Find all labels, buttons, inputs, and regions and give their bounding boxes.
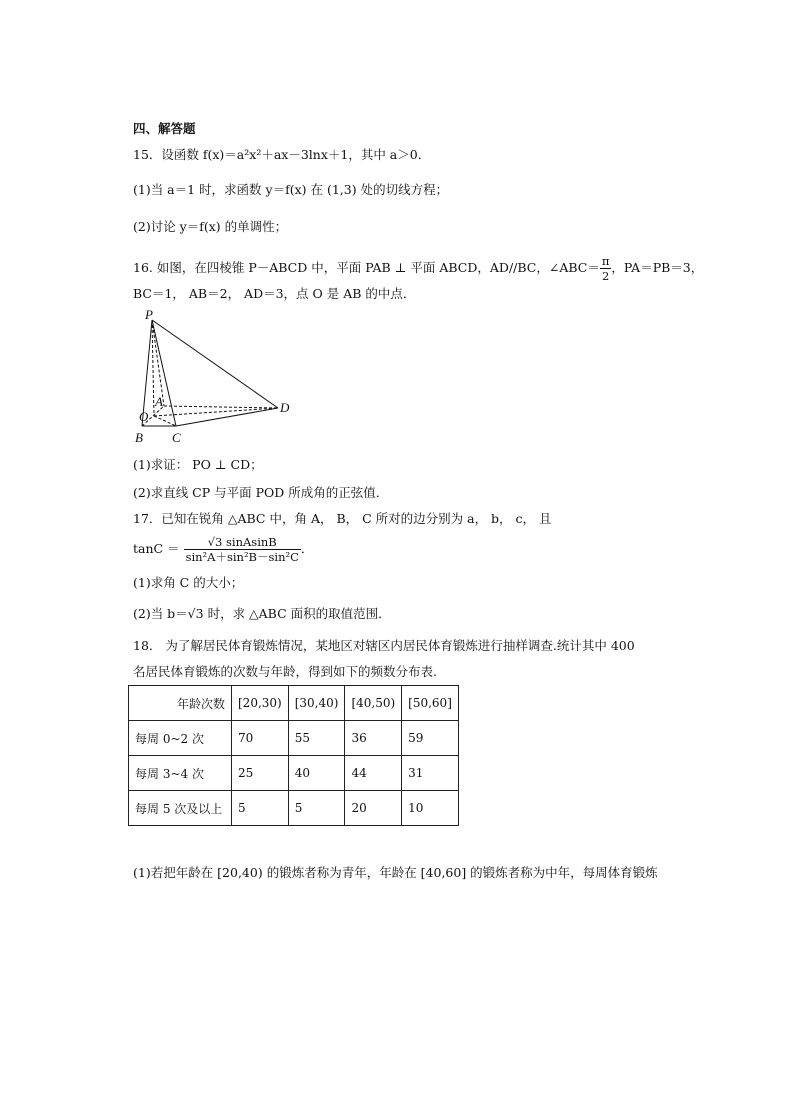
section-title: 四、解答题 bbox=[133, 121, 196, 136]
row-label: 每周 3~4 次 bbox=[129, 756, 232, 791]
table-cell: 70 bbox=[232, 721, 289, 756]
edge-AD bbox=[164, 406, 278, 408]
q16-part1: (1)求证： PO ⊥ CD； bbox=[133, 457, 263, 472]
table-cell: 25 bbox=[232, 756, 289, 791]
label-O: O bbox=[139, 409, 149, 424]
edge-PC bbox=[152, 320, 176, 426]
q17-formula-lhs: tanC ＝ bbox=[133, 541, 180, 556]
q15-stem: 15．设函数 f(x)＝a²x²＋ax－3lnx＋1，其中 a＞0． bbox=[133, 147, 431, 162]
q17-part2: (2)当 b＝√3 时，求 △ABC 面积的取值范围． bbox=[133, 606, 391, 621]
q17-numerator: √3 sinAsinB bbox=[184, 535, 301, 550]
q16-stem-b: ，PA＝PB＝3， bbox=[611, 260, 704, 275]
q17-denominator: sin²A＋sin²B－sin²C bbox=[185, 550, 299, 564]
label-D: D bbox=[280, 400, 290, 415]
q16-stem bbox=[133, 254, 703, 283]
label-B: B bbox=[135, 430, 143, 445]
q17-fraction bbox=[184, 535, 301, 564]
label-P: P bbox=[145, 308, 153, 322]
q18-stem2: 名居民体育锻炼的次数与年龄，得到如下的频数分布表. bbox=[133, 664, 437, 679]
table-header: [50,60] bbox=[402, 686, 459, 721]
table-header: [30,40) bbox=[288, 686, 345, 721]
edge-PD bbox=[152, 320, 278, 408]
table-cell: 55 bbox=[288, 721, 345, 756]
table-cell: 5 bbox=[288, 791, 345, 826]
angle-fraction bbox=[600, 254, 612, 283]
q16-part2: (2)求直线 CP 与平面 POD 所成角的正弦值． bbox=[133, 485, 389, 500]
q18-stem1: 18． 为了解居民体育锻炼情况，某地区对辖区内居民体育锻炼进行抽样调查.统计其中 400 bbox=[133, 638, 635, 653]
table-cell: 10 bbox=[402, 791, 459, 826]
row-label: 每周 5 次及以上 bbox=[129, 791, 232, 826]
table-header: [40,50) bbox=[345, 686, 402, 721]
table-row bbox=[129, 721, 459, 756]
table-cell: 44 bbox=[345, 756, 402, 791]
edge-OC bbox=[154, 416, 176, 426]
label-C: C bbox=[172, 430, 181, 445]
q16-stem2: BC＝1， AB＝2， AD＝3，点 O 是 AB 的中点． bbox=[133, 286, 416, 301]
table-corner: 年龄次数 bbox=[129, 686, 232, 721]
frequency-table bbox=[128, 685, 459, 826]
table-header-row bbox=[129, 686, 459, 721]
q15-part2: (2)讨论 y＝f(x) 的单调性； bbox=[133, 219, 288, 234]
label-A: A bbox=[155, 394, 163, 409]
table-row bbox=[129, 791, 459, 826]
table-cell: 36 bbox=[345, 721, 402, 756]
table-header: [20,30) bbox=[232, 686, 289, 721]
table-cell: 59 bbox=[402, 721, 459, 756]
table-cell: 5 bbox=[232, 791, 289, 826]
q17-stem: 17．已知在锐角 △ABC 中，角 A， B， C 所对的边分别为 a， b， c， 且 bbox=[133, 511, 552, 526]
angle-denominator: 2 bbox=[601, 269, 610, 283]
q17-part1: (1)求角 C 的大小； bbox=[133, 575, 244, 590]
edge-CD bbox=[176, 408, 278, 426]
table-cell: 40 bbox=[288, 756, 345, 791]
table-row bbox=[129, 756, 459, 791]
q16-stem-a: 16. 如图，在四棱锥 P－ABCD 中，平面 PAB ⊥ 平面 ABCD，AD//BC，∠ABC＝ bbox=[133, 260, 600, 275]
angle-numerator: π bbox=[601, 254, 610, 268]
pyramid-figure bbox=[130, 308, 300, 448]
q17-formula-end: ． bbox=[300, 541, 314, 556]
edge-PO bbox=[152, 320, 154, 416]
q18-part1: (1)若把年龄在 [20,40) 的锻炼者称为青年，年龄在 [40,60] 的锻炼者称为中年，每周体育锻炼 bbox=[133, 865, 658, 880]
q17-formula bbox=[133, 535, 313, 564]
table-cell: 20 bbox=[345, 791, 402, 826]
q15-part1: (1)当 a＝1 时，求函数 y＝f(x) 在 (1,3) 处的切线方程； bbox=[133, 182, 449, 197]
row-label: 每周 0~2 次 bbox=[129, 721, 232, 756]
table-cell: 31 bbox=[402, 756, 459, 791]
